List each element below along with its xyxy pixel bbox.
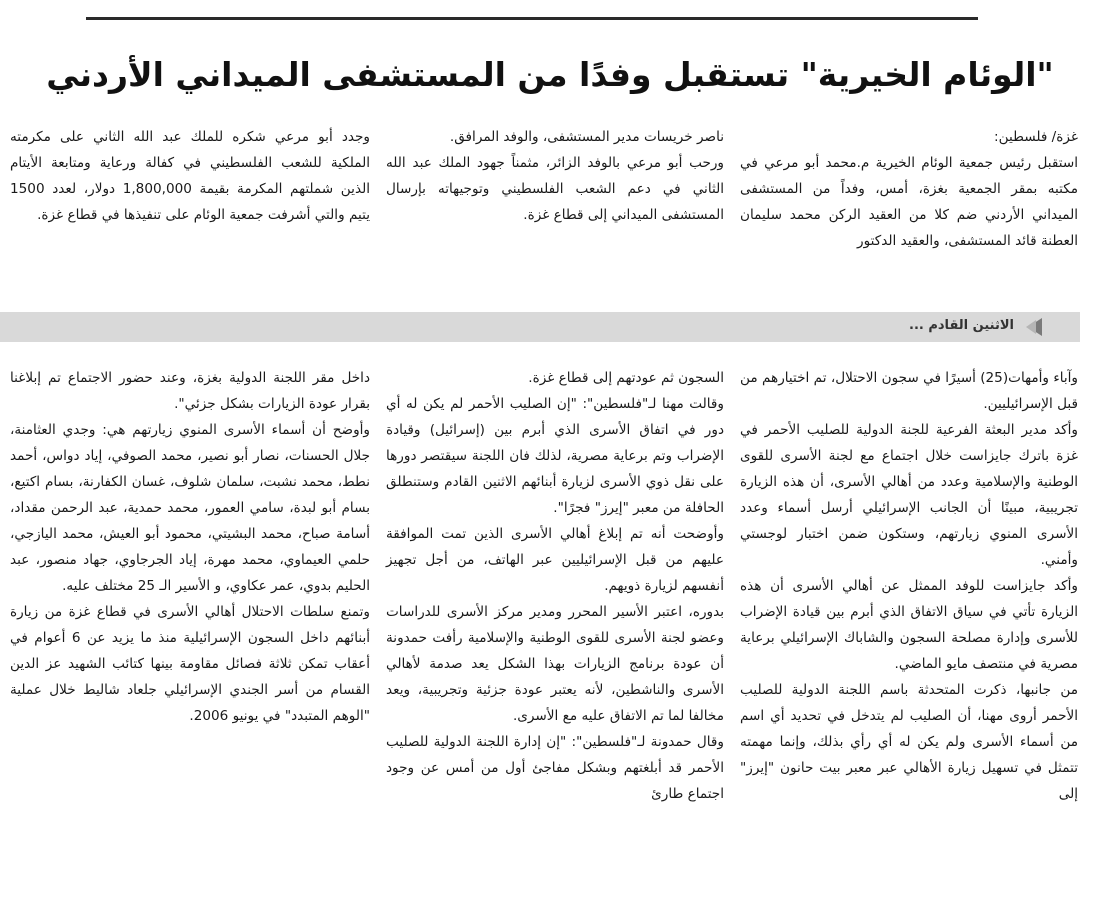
paragraph: داخل مقر اللجنة الدولية بغزة، وعند حضور الاجتماع تم إبلاغنا بقرار عودة الزيارات بشكل جزئي".: [10, 370, 370, 412]
article-headline: "الوئام الخيرية" تستقبل وفدًا من المستشفى الميداني الأردني: [46, 55, 1054, 94]
top-rule: [86, 17, 978, 20]
paragraph: استقبل رئيس جمعية الوئام الخيرية م.محمد أبو مرعي في مكتبه بمقر الجمعية بغزة، أمس، وفداً من المستشفى الميداني الأردني ضم كلا من العقيد الركن محمد سليمان العطنة قائد المستشفى، والعقيد الدكتور: [740, 155, 1078, 249]
paragraph: وأوضح أن أسماء الأسرى المنوي زيارتهم هي: وجدي العثامنة، جلال الحسنات، نصار أبو نصير، محمد الصوفي، إياد دواس، أحمد نطط، محمد نشبت، سلمان شلوف، غسان الكفارنة، بسام اكتيع، بسام أبو لبدة، سامي العمور، محمد حمدية، عبد الرحمن مقداد، أسامة صباح، محمد البشيتي، محمود أبو العيش، محمد اليازجي، حلمي العيماوي، محمد مهرة، إياد الجرجاوي، جهاد منصور، عبد الحليم بدوي، عمر عكاوي، و الأسير الـ 25 مختلف عليه.: [10, 422, 370, 594]
body-column-3: [10, 365, 370, 729]
article-intro: [0, 124, 1100, 299]
intro-column-2: [386, 124, 724, 228]
section-band: [0, 312, 1080, 342]
paragraph: وقال حمدونة لـ"فلسطين": "إن إدارة اللجنة الدولية للصليب الأحمر قد أبلغتهم وبشكل مفاجئ أول من أمس عن وجود اجتماع طارئ: [386, 734, 724, 802]
paragraph: من جانبها، ذكرت المتحدثة باسم اللجنة الدولية للصليب الأحمر أروى مهنا، أن الصليب لم يتدخل في تحديد أي اسم من أسماء الأسرى ولم يكن له أي رأي بذلك، وإنما مهمته تتمثل في تسهيل زيارة الأهالي عبر معبر بيت حانون "إيرز" إلى: [740, 682, 1078, 802]
paragraph: وتمنع سلطات الاحتلال أهالي الأسرى في قطاع غزة من زيارة أبنائهم داخل السجون الإسرائيلية منذ ما يزيد عن 6 أعوام في أعقاب تمكن ثلاثة فصائل مقاومة بينها كتائب الشهيد عز الدين القسام من أسر الجندي الإسرائيلي جلعاد شاليط خلال عملية "الوهم المتبدد" في يونيو 2006.: [10, 604, 371, 724]
paragraph: وأوضحت أنه تم إبلاغ أهالي الأسرى الذين تمت الموافقة عليهم من قبل الإسرائيليين عبر الهاتف، من أجل تجهيز أنفسهم لزيارة ذويهم.: [386, 526, 724, 594]
intro-column-3: [10, 124, 370, 228]
paragraph: وجدد أبو مرعي شكره للملك عبد الله الثاني على مكرمته الملكية للشعب الفلسطيني في كفالة ورعاية ومتابعة الأيتام الذين شملتهم المكرمة بقيمة 1,800,000 دولار، لعدد 1500 يتيم والتي أشرفت جمعية الوئام على تنفيذها في قطاع غزة.: [10, 129, 370, 223]
paragraph: وأكد مدير البعثة الفرعية للجنة الدولية للصليب الأحمر في غزة باترك جايزاست خلال اجتماع مع لجنة الأسرى للقوى الوطنية والإسلامية وعدد من أهالي الأسرى، أن هذه الزيارة تجريبية، مبينًا أن الجانب الإسرائيلي أرسل أسماء وعدد الأسرى المنوي زيارتهم، وستكون ضمن اختبار لوجستي وأمني.: [740, 422, 1078, 568]
paragraph: ناصر خريسات مدير المستشفى، والوفد المرافق.: [449, 129, 724, 145]
section-band-label: الاثنين القادم ...: [909, 318, 1014, 333]
paragraph: بدوره، اعتبر الأسير المحرر ومدير مركز الأسرى للدراسات وعضو لجنة الأسرى للقوى الوطنية والإسلامية رأفت حمدونة أن عودة برنامج الزيارات بهذا الشكل يعد صدمة لأهالي الأسرى والناشطين، لأنه يعتبر عودة جزئية وتجريبية، ويعد مخالفا لما تم الاتفاق عليه مع الأسرى.: [386, 604, 724, 724]
intro-column-1: [740, 124, 1078, 254]
arrow-icon: [1026, 320, 1036, 334]
paragraph: وآباء وأمهات(25) أسيرًا في سجون الاحتلال، تم اختيارهم من قبل الإسرائيليين.: [740, 370, 1078, 412]
paragraph: وأكد جايزاست للوفد الممثل عن أهالي الأسرى أن هذه الزيارة تأتي في سياق الاتفاق الذي أبرم بين قيادة الإضراب للأسرى وإدارة مصلحة السجون والشاباك الإسرائيلي برعاية مصرية في منتصف مايو الماضي.: [740, 578, 1078, 672]
paragraph: وقالت مهنا لـ"فلسطين": "إن الصليب الأحمر لم يكن له أي دور في اتفاق الأسرى الذي أبرم بين (إسرائيل) وقيادة الإضراب وتم برعاية مصرية، لذلك فان اللجنة سيقتصر دورها على نقل ذوي الأسرى لزيارة أبنائهم الاثنين القادم وستنطلق الحافلة من معبر "إيرز" فجرًا".: [386, 396, 724, 516]
body-column-2: [386, 365, 724, 807]
body-column-1: [740, 365, 1078, 807]
article-body: [0, 365, 1100, 924]
paragraph: ورحب أبو مرعي بالوفد الزائر، مثمناً جهود الملك عبد الله الثاني في دعم الشعب الفلسطيني وتوجيهاته بإرسال المستشفى الميداني إلى قطاع غزة.: [386, 155, 724, 223]
dateline: غزة/ فلسطين:: [994, 129, 1078, 145]
paragraph: السجون ثم عودتهم إلى قطاع غزة.: [528, 370, 724, 386]
